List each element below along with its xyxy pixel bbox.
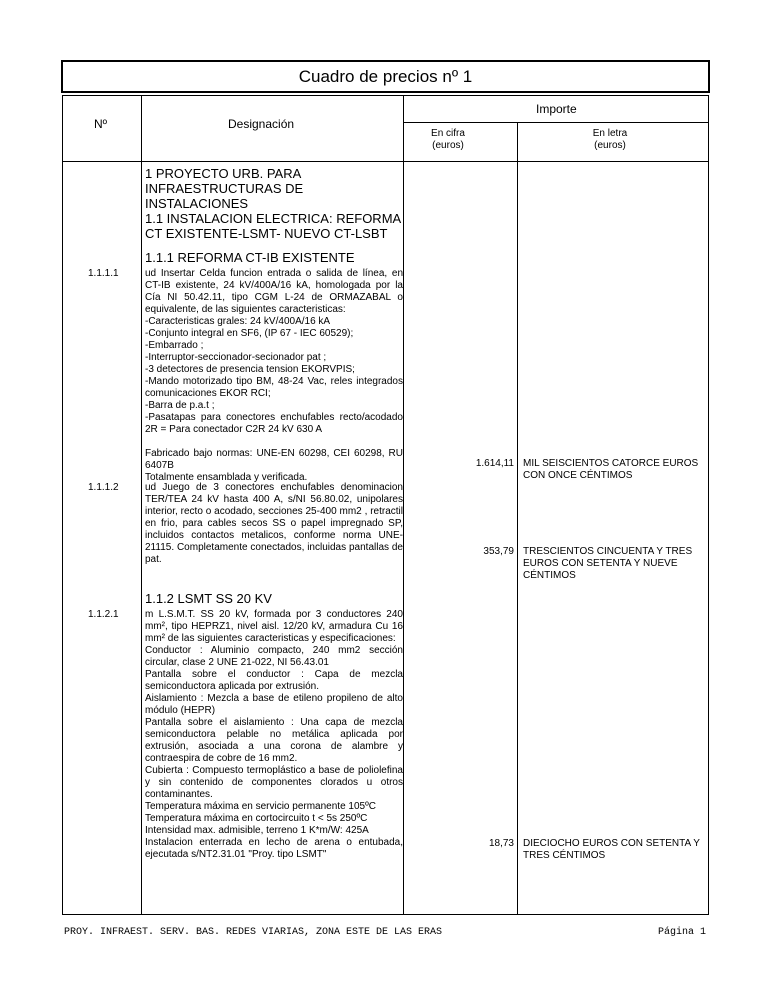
item-code: 1.1.2.1 <box>88 609 119 620</box>
column-divider <box>517 123 518 914</box>
page-title: Cuadro de precios nº 1 <box>61 60 710 93</box>
item-price-words: MIL SEISCIENTOS CATORCE EUROS CON ONCE CÉNTIMOS <box>523 458 699 481</box>
footer-page-number: Página 1 <box>657 927 706 938</box>
header-bottom-line <box>63 161 708 162</box>
header-en-cifra: En cifra (euros) <box>431 128 465 151</box>
header-num: Nº <box>94 117 108 131</box>
item-price-words: DIECIOCHO EUROS CON SETENTA Y TRES CÉNTIMOS <box>523 838 700 861</box>
item-description: ud Insertar Celda funcion entrada o salida de línea, en CT-IB existente, 24 kV/400A/16 kA, homologada por la Cía NI 50.42.11, tipo CGM L-24 de ORMAZABAL o equivalente, de las siguientes caracteristicas: -Caracteristicas grales: 24 kV/400A/16 kA -Conjunto integral en SF6, (IP 67 - IEC 60529); -Embarrado ; -Interruptor-seccionador-secionador pat ; -3 detectores de presencia tension EKORVPIS; -Mando motorizado tipo BM, 48-24 Vac, reles integrados comunicaciones EKOR RCI; -Barra de p.a.t ; -Pasatapas para conectores enchufables recto/acodado 2R = Para conectador C2R 24 kV 630 A Fabricado bajo normas: UNE-EN 60298, CEI 60298, RU 6407B Totalmente ensamblada y verificada. <box>145 268 403 483</box>
item-price: 353,79 <box>483 546 514 557</box>
section-heading-1-1: 1.1 INSTALACION ELECTRICA: REFORMA CT EXISTENTE-LSMT- NUEVO CT-LSBT <box>145 211 401 241</box>
item-description: ud Juego de 3 conectores enchufables denominacion TER/TEA 24 kV hasta 400 A, s/NI 56.80.02, unipolares interior, recto o acodado, secciones 25-400 mm2 , retractil en frio, para cables secos SS o papel impregnado SP, incluidos contactos metalicos, conforme norma UNE-21115. Completamente conectados, incluidas pantallas de pat. <box>145 482 403 565</box>
section-heading-1: 1 PROYECTO URB. PARA INFRAESTRUCTURAS DE INSTALACIONES <box>145 166 304 211</box>
footer-project: PROY. INFRAEST. SERV. BAS. REDES VIARIAS, ZONA ESTE DE LAS ERAS <box>64 927 443 938</box>
header-divider <box>403 122 708 123</box>
section-heading-1-1-2: 1.1.2 LSMT SS 20 KV <box>145 591 272 606</box>
item-code: 1.1.1.2 <box>88 482 119 493</box>
item-code: 1.1.1.1 <box>88 268 119 279</box>
item-price-words: TRESCIENTOS CINCUENTA Y TRES EUROS CON SETENTA Y NUEVE CÉNTIMOS <box>523 546 693 581</box>
item-price: 18,73 <box>488 838 514 849</box>
header-importe: Importe <box>536 102 577 116</box>
section-heading-1-1-1: 1.1.1 REFORMA CT-IB EXISTENTE <box>145 250 355 265</box>
header-en-letra: En letra (euros) <box>592 128 628 151</box>
item-price: 1.614,11 <box>475 458 514 469</box>
header-designacion: Designación <box>228 117 295 131</box>
item-description: m L.S.M.T. SS 20 kV, formada por 3 conductores 240 mm², tipo HEPRZ1, nivel aisl. 12/20 kV, armadura Cu 16 mm² de las siguientes caracteristicas y especificaciones: Conductor : Aluminio compacto, 240 mm2 sección circular, clase 2 UNE 21-022, NI 56.43.01 Pantalla sobre el conductor : Capa de mezcla semiconductora aplicada por extrusión. Aislamiento : Mezcla a base de etileno propileno de alto módulo (HEPR) Pantalla sobre el aislamiento : Una capa de mezcla semiconductora pelable no metálica aplicada por extrusión, asociada a una corona de alambre y contraespira de cobre de 16 mm2. Cubierta : Compuesto termoplástico a base de poliolefina y sin contenido de componentes clorados u otros contaminantes. Temperatura máxima en servicio permanente 105ºC Temperatura máxima en cortocircuito t < 5s 250ºC Intensidad max. admisible, terreno 1 K*m/W: 425A Instalacion enterrada en lecho de arena o entubada, ejecutada s/NT2.31.01 "Proy. tipo LSMT" <box>145 609 403 860</box>
column-divider <box>141 96 142 914</box>
